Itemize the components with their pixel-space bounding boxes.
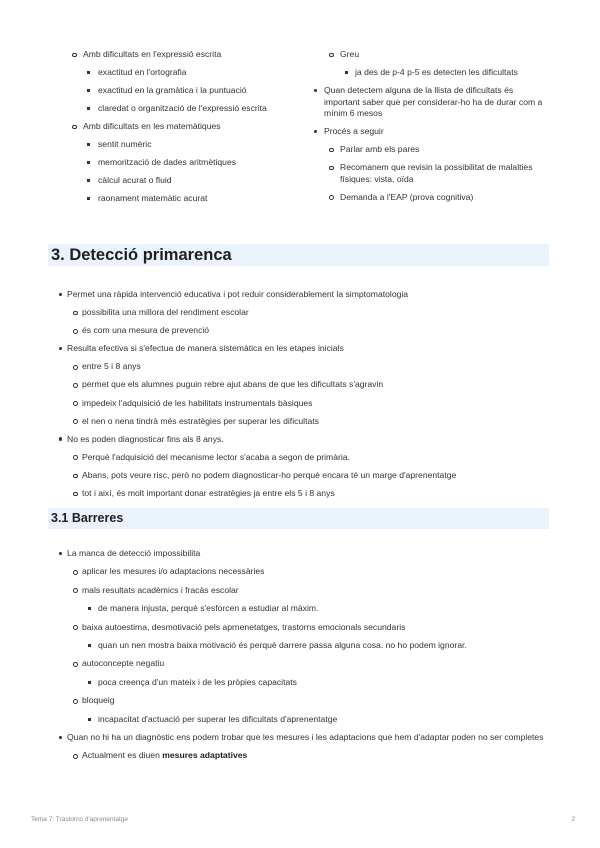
list-item [66,193,306,205]
list-item-text: impedeix l'adquisició de les habilitats instrumentals bàsiques [82,397,313,408]
list-item-text: ja des de p-4 p-5 es detecten les dificultats [355,67,518,77]
list-item [56,470,556,482]
list-item [66,67,306,79]
list-item-text: Perquè l'adquisició del mecanisme lector s'acaba a segon de primària. [82,451,350,462]
left-column-list [66,49,306,211]
section3-list [56,289,556,506]
list-item [56,640,556,652]
list-item [56,658,556,670]
list-item-text: possibilita una millora del rendiment escolar [82,307,249,318]
list-item [66,175,306,187]
list-item-text: Permet una ràpida intervenció educativa i pot reduir considerablement la simptomatologia [67,289,409,299]
list-item [56,307,556,319]
list-item-text: Demanda a l'EAP (prova cognitiva) [340,191,474,202]
list-item [66,85,306,97]
list-item [56,325,556,337]
list-item-text: tot i així, és molt important donar estratègies ja entre els 5 i 8 anys [82,488,335,499]
list-item [56,695,556,707]
list-item-text: Quan detectem alguna de la llista de dificultats és important saber que per considerar-ho ha de durar com a mínim 6 mesos [324,85,543,118]
list-item [309,192,549,204]
section-heading-text: 3. Detecció primarenca [51,246,232,264]
list-item [66,157,306,169]
list-item-text: Amb dificultats en les matemàtiques [83,121,221,131]
list-item [309,144,549,156]
list-item-text: Procés a seguir [324,126,384,136]
subsection-heading-barreres [48,508,549,529]
list-item [309,162,549,185]
list-item [66,49,306,61]
right-column-list [309,49,549,210]
list-item [56,714,556,726]
list-item-text: memorització de dades aritmètiques [98,157,237,167]
list-item-text: claredat o organització de l'expressió escrita [98,103,267,113]
list-item-text: incapacitat d'actuació per superar les dificultats d'aprenentatge [98,713,338,724]
list-item-text: quan un nen mostra baixa motivació és perquè darrere passa alguna cosa. no ho podem ignorar. [98,639,467,650]
list-item [309,85,549,120]
list-item [56,732,556,744]
list-item [309,49,549,61]
list-item-text: La manca de detecció impossibilita [67,548,201,558]
list-item-text: mals resultats acadèmics i fracàs escolar [82,584,239,595]
list-item-text: autoconcepte negatiu [82,658,165,669]
list-item-text: càlcul acurat o fluid [98,175,172,185]
list-item-text: bloqueig [82,695,115,706]
list-item [56,343,556,355]
list-item-text: aplicar les mesures i/o adaptacions necessàries [82,566,265,577]
list-item-text: Recomanem que revisin la possibilitat de malalties físiques: vista, oïda [340,162,533,184]
list-item-text: permet que els alumnes puguin rebre ajut abans de que les dificultats s'agravin [82,379,384,390]
list-item [66,121,306,133]
list-item [56,416,556,428]
list-item [56,361,556,373]
section-heading-deteccio [48,244,549,266]
list-item-text: Abans, pots veure risc, però no podem diagnosticar-ho perquè encara té un marge d'aprenentatge [82,469,457,480]
list-item [56,677,556,689]
list-item [56,603,556,615]
list-item-text: Resulta efectiva si s'efectua de manera sistemàtica en les etapes inicials [67,343,344,354]
footer-title: Tema 7: Trastorns d'aprenentatge [31,816,128,823]
subsection-heading-text: 3.1 Barreres [51,511,124,525]
list-item [56,750,556,762]
list-item [56,379,556,391]
list-item-text: baixa autoestima, desmotivació pels aprnenetatges, trastorns emocionals secundaris [82,621,406,632]
section31-list [56,548,556,769]
list-item-text: No es poden diagnosticar fins als 8 anys. [67,433,224,444]
list-item-prefix: Actualment es diuen [82,750,163,761]
list-item-text [82,750,556,762]
list-item [56,566,556,578]
list-item-text: el nen o nena tindrà més estratègies per superar les dificultats [82,415,319,426]
list-item-text: sentit numèric [98,139,152,149]
list-item [56,434,556,446]
list-item [66,139,306,151]
list-item [56,585,556,597]
list-item-text: Parlar amb els pares [340,144,420,154]
list-item-text: exactitud en l'ortografia [98,67,187,77]
list-item-text: exactitud en la gramàtica i la puntuació [98,85,247,95]
list-item [56,398,556,410]
list-item [56,488,556,500]
list-item [309,126,549,138]
list-item [309,67,549,79]
list-item-text: de manera injusta, perquè s'esforcen a estudiar al màxim. [98,603,319,614]
list-item [56,548,556,560]
list-item-text: és com una mesura de prevenció [82,325,210,336]
list-item-text: raonament matemàtic acurat [98,193,208,203]
list-item [56,622,556,634]
list-item [56,452,556,464]
list-item [66,103,306,115]
page-footer [31,816,575,823]
list-item [56,289,556,301]
list-item-text: Quan no hi ha un diagnòstic ens podem trobar que les mesures i les adaptacions que hem d'adaptar poden no ser completes [67,731,544,742]
list-item-text: entre 5 i 8 anys [82,361,141,372]
list-item-bold-term: mesures adaptatives [162,750,248,761]
list-item-text: Amb dificultats en l'expressió escrita [83,49,222,59]
list-item-text: Greu [340,49,360,59]
page-number: 2 [571,816,575,823]
list-item-text: poca creença d'un mateix i de les pròpies capacitats [98,676,297,687]
